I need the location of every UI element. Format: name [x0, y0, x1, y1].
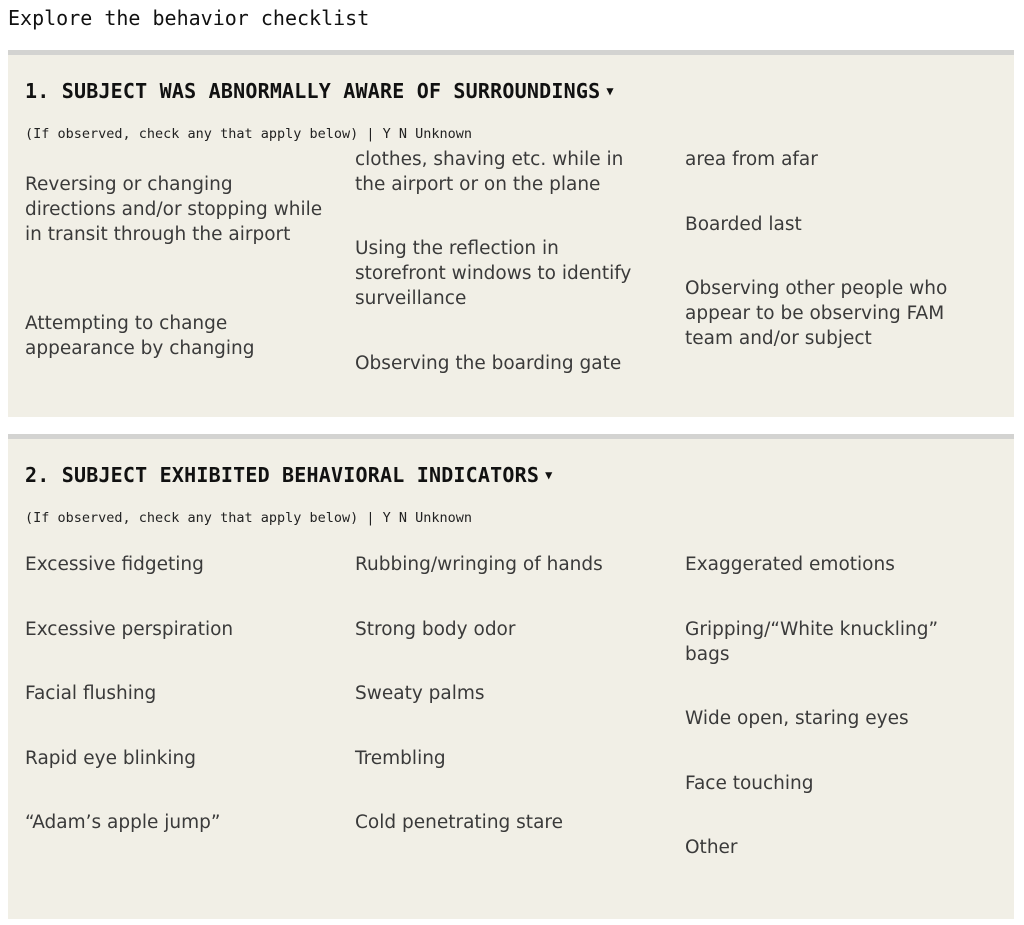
section-heading-toggle[interactable] — [25, 463, 553, 487]
checklist-item[interactable]: Face touching — [685, 773, 814, 794]
checklist-item[interactable]: “Adam’s apple jump” — [25, 812, 221, 833]
checklist-item[interactable]: Attempting to change appearance by changing — [25, 313, 255, 359]
section-instructions: (If observed, check any that apply below) | Y N Unknown — [25, 126, 473, 142]
checklist-item[interactable]: Reversing or changing directions and/or stopping while in transit through the airport — [25, 174, 323, 245]
checklist-item[interactable]: Excessive fidgeting — [25, 554, 204, 575]
checklist-item[interactable]: Boarded last — [685, 214, 802, 235]
checklist-item[interactable]: Sweaty palms — [355, 683, 485, 704]
checklist-item[interactable]: Excessive perspiration — [25, 619, 234, 640]
checklist-item[interactable]: Rubbing/wringing of hands — [355, 554, 603, 575]
page-title: Explore the behavior checklist — [8, 6, 370, 30]
checklist-item[interactable]: Rapid eye blinking — [25, 748, 196, 769]
checklist-item[interactable]: Other — [685, 837, 738, 858]
caret-down-icon: ▼ — [606, 84, 614, 98]
section-surroundings-awareness — [8, 50, 1014, 417]
section-heading-text: 1. SUBJECT WAS ABNORMALLY AWARE OF SURROUNDINGS — [25, 79, 601, 103]
checklist-item[interactable]: Using the reflection in storefront windows to identify surveillance — [355, 238, 632, 309]
section-heading-toggle[interactable] — [25, 79, 614, 103]
checklist-item[interactable]: Facial flushing — [25, 683, 157, 704]
checklist-item[interactable]: Wide open, staring eyes — [685, 708, 909, 729]
checklist-item[interactable]: Trembling — [355, 748, 446, 769]
checklist-item[interactable]: Cold penetrating stare — [355, 812, 563, 833]
section-instructions: (If observed, check any that apply below) | Y N Unknown — [25, 510, 473, 526]
caret-down-icon: ▼ — [545, 468, 553, 482]
checklist-item[interactable]: Gripping/“White knuckling” bags — [685, 619, 939, 665]
section-behavioral-indicators — [8, 434, 1014, 919]
checklist-item[interactable]: Exaggerated emotions — [685, 554, 895, 575]
checklist-item[interactable]: Observing the boarding gate — [355, 353, 622, 374]
checklist-item[interactable]: clothes, shaving etc. while in the airport or on the plane — [355, 149, 624, 195]
checklist-item[interactable]: area from afar — [685, 149, 818, 170]
section-heading-text: 2. SUBJECT EXHIBITED BEHAVIORAL INDICATORS — [25, 463, 540, 487]
checklist-item[interactable]: Strong body odor — [355, 619, 516, 640]
checklist-item[interactable]: Observing other people who appear to be observing FAM team and/or subject — [685, 278, 948, 349]
